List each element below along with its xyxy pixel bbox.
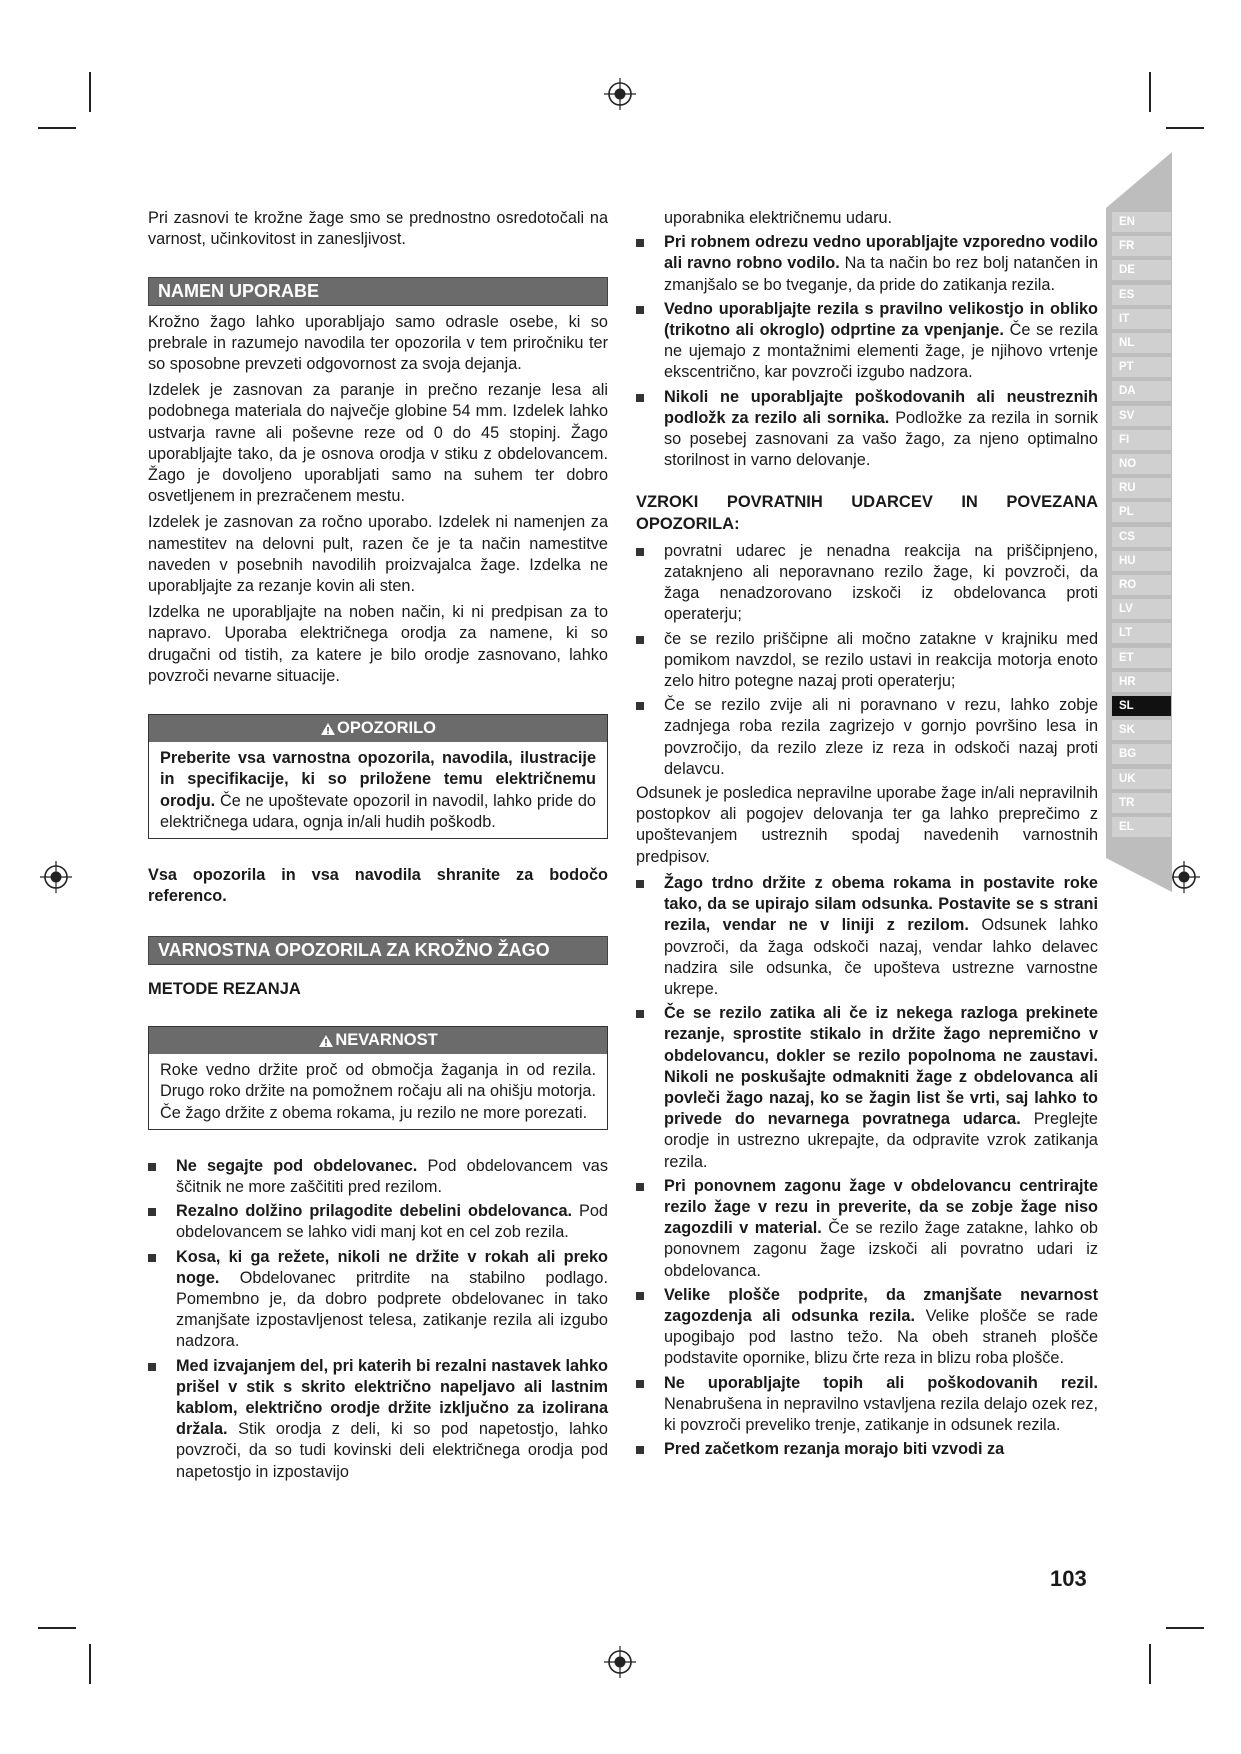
list-item	[636, 232, 1098, 296]
list-item-bold: Vedno uporabljajte rezila s pravilno velikostjo in obliko (trikotno ali okroglo) odprtine za vpenjanje.	[664, 299, 1098, 340]
bullet-square-icon	[636, 1446, 644, 1454]
page-number: 103	[1050, 1566, 1087, 1591]
bullet-square-icon	[636, 239, 644, 247]
list-item-text: Odsunek lahko povzroči, da žaga odskoči nazaj, vendar lahko delavec nadzira sile odsunka, če upošteva ustrezne varnostne ukrepe.	[664, 916, 1098, 998]
list-item-text: Če se rezilo zvije ali ni poravnano v rezu, lahko zobje zadnjega roba rezila zagrizejo v gornjo površino lesa in povzročijo, da rezilo zleze iz reza in odskoči nazaj proti delavcu.	[664, 696, 1098, 778]
list-item-bold: Pri ponovnem zagonu žage v obdelovancu centrirajte rezilo žage v rezu in preverite, da se zobje žage niso zagozdili v material.	[664, 1176, 1098, 1238]
warning-box-header	[149, 715, 607, 742]
list-item	[636, 695, 1098, 780]
list-item-text: če se rezilo priščipne ali močno zatakne v krajniku med pomikom navzdol, se rezilo ustavi in reakcija motorja enoto zelo hitro potegne nazaj proti operaterju;	[664, 629, 1098, 691]
namen-paragraph: Krožno žago lahko uporabljajo samo odrasle osebe, ki so prebrale in razumejo navodila ter opozorila v tem priročniku ter so sposobne prevzeti odgovornost za svoja dejanja.	[148, 312, 608, 374]
list-item	[636, 629, 1098, 693]
list-item-text: Obdelovanec pritrdite na stabilno podlago. Pomembno je, da dobro podprete obdelovanec in tako zmanjšate izpostavljenost telesa, zatikanje rezila ali izgubo nadzora.	[176, 1268, 608, 1351]
crop-mark	[38, 1627, 76, 1629]
language-tab-tr: TR	[1112, 793, 1171, 813]
bullet-square-icon	[636, 1380, 644, 1388]
language-tab-pt: PT	[1112, 357, 1171, 377]
crop-mark	[1166, 127, 1204, 129]
danger-box-header	[149, 1027, 607, 1054]
namen-paragraph: Izdelka ne uporabljajte na noben način, ki ni predpisan za to napravo. Uporaba električnega orodja za namene, ki so drugačni od tistih, za katere je bilo orodje zasnovano, lahko povzroči nevarne situacije.	[148, 603, 608, 685]
language-tab-ru: RU	[1112, 478, 1171, 498]
odsunek-text: Odsunek je posledica nepravilne uporabe žage in/ali nepravilnih postopkov ali pogojev delovanja ter ga lahko preprečimo z upoštevanjem ustreznih spodaj navedenih varnostnih predpisov.	[636, 784, 1098, 866]
left-column	[148, 208, 608, 1486]
language-tab-el: EL	[1112, 817, 1171, 837]
danger-text: Roke vedno držite proč od območja žaganja in od rezila. Drugo roko držite na pomožnem ročaju ali na ohišju motorja. Če žago držite z obema rokama, ju rezilo ne more porezati.	[160, 1061, 596, 1122]
list-item	[636, 873, 1098, 1000]
danger-box-body	[149, 1054, 607, 1129]
list-item-text: Če se rezilo žage zatakne, lahko ob ponovnem zagonu žage izskoči ali povratno udari iz obdelovanca.	[664, 1219, 1098, 1280]
language-tab-sl: SL	[1112, 696, 1171, 716]
warning-title: OPOZORILO	[337, 719, 436, 738]
language-tab-de: DE	[1112, 260, 1171, 280]
language-tab-et: ET	[1112, 648, 1171, 668]
bullet-square-icon	[148, 1254, 156, 1262]
list-item-text: Podložke za rezila in sornik so posebej zasnovani za vašo žago, za njeno optimalno storilnost in varno delovanje.	[664, 408, 1098, 470]
list-item-bold: Če se rezilo zatika ali če iz nekega razloga prekinete rezanje, sprostite stikalo in držite žago nepremično v obdelovancu, dokler se rezilo popolnoma ne zaustavi. Nikoli ne poskušajte odmakniti žage z obdelovanca ali povleči žago nazaj, ko se žagin list še vrti, saj lahko to privede do nevarnega povratnega udarca.	[664, 1004, 1098, 1129]
list-item	[636, 1003, 1098, 1173]
left-bullet-list	[148, 1156, 608, 1483]
danger-box	[148, 1026, 608, 1130]
section-title-vzroki: VZROKI POVRATNIH UDARCEV IN POVEZANA OPOZORILA:	[636, 493, 1098, 533]
list-item-bold: Žago trdno držite z obema rokama in postavite roke tako, da se upirajo silam odsunka. Postavite se s strani rezila, vendar ne v liniji z rezilom.	[664, 873, 1098, 935]
list-item-bold: Pri robnem odrezu vedno uporabljajte vzporedno vodilo ali ravno robno vodilo.	[664, 233, 1098, 273]
bullet-square-icon	[636, 548, 644, 556]
right-column	[636, 208, 1098, 1463]
registration-mark-icon	[604, 78, 636, 110]
list-item-bold: Med izvajanjem del, pri katerih bi rezalni nastavek lahko prišel v stik s skrito električno napeljavo ali lastnim kablom, električno orodje držite izključno za izolirana držala.	[176, 1356, 608, 1439]
right-bullet-list	[636, 232, 1098, 471]
list-item-bold: Kosa, ki ga režete, nikoli ne držite v rokah ali preko noge.	[176, 1247, 608, 1287]
language-tab-es: ES	[1112, 285, 1171, 305]
crop-mark	[89, 1644, 91, 1684]
list-item	[148, 1247, 608, 1353]
warning-bold-text: Preberite vsa varnostna opozorila, navodila, ilustracije in specifikacije, ki so priložene temu električnemu orodju.	[160, 749, 596, 810]
list-item-text: Pod obdelovancem se lahko vidi manj kot en cel zob rezila.	[176, 1202, 608, 1242]
language-tab-pl: PL	[1112, 502, 1171, 522]
warning-box-body	[149, 742, 607, 838]
language-tabs	[1106, 152, 1172, 892]
language-tab-fi: FI	[1112, 430, 1171, 450]
list-item	[148, 1201, 608, 1243]
list-item-text: Preglejte orodje in ustrezno ukrepajte, da odpravite vzrok zatikanja rezila.	[664, 1110, 1098, 1171]
list-item	[148, 1356, 608, 1483]
warning-box	[148, 714, 608, 839]
list-item	[636, 387, 1098, 472]
list-item	[636, 541, 1098, 626]
bullet-square-icon	[636, 394, 644, 402]
language-tab-cs: CS	[1112, 527, 1171, 547]
language-tab-sk: SK	[1112, 720, 1171, 740]
danger-icon	[318, 1034, 334, 1048]
warning-icon	[320, 722, 336, 736]
language-tab-lt: LT	[1112, 623, 1171, 643]
subtitle-metode: METODE REZANJA	[148, 979, 301, 998]
language-tab-fr: FR	[1112, 236, 1171, 256]
bullet-square-icon	[148, 1363, 156, 1371]
section-title-namen: NAMEN UPORABE	[148, 277, 608, 305]
language-tab-uk: UK	[1112, 769, 1171, 789]
language-tab-nl: NL	[1112, 333, 1171, 353]
list-item-text: Če se rezila ne ujemajo z montažnimi elementi žage, je njihovo vrtenje ekscentrično, kar povzroči izgubo nadzora.	[664, 321, 1098, 382]
list-item	[636, 1439, 1098, 1460]
crop-mark	[1166, 1627, 1204, 1629]
bullet-square-icon	[636, 636, 644, 644]
list-item-bold: Rezalno dolžino prilagodite debelini obdelovanca.	[176, 1202, 573, 1221]
list-item-text: povratni udarec je nenadna reakcija na priščipnjeno, zataknjeno ali neporavnano rezilo žage, ki povzroči, da žaga nenadzorovano izskoči iz obdelovanca proti operaterju;	[664, 541, 1098, 624]
kickback-bullet-list	[636, 541, 1098, 780]
save-instructions-text: Vsa opozorila in vsa navodila shranite za bodočo referenco.	[148, 866, 608, 906]
namen-paragraph: Izdelek je zasnovan za paranje in prečno rezanje lesa ali podobnega materiala do največje globine 54 mm. Izdelek lahko ustvarja ravne ali poševne reze od 0 do 45 stopinj. Žago uporabljajte tako, da je osnova orodja v stiku z obdelovancem. Žago je dovoljeno uporabljati samo na suhem ter dobro osvetljenem in prezračenem mestu.	[148, 381, 608, 506]
language-tab-da: DA	[1112, 381, 1171, 401]
namen-paragraph: Izdelek je zasnovan za ročno uporabo. Izdelek ni namenjen za namestitev na delovni pult, razen če je ta način namestitve naveden v posebnih navodilih proizvajalca žage. Izdelka ne uporabljajte za rezanje kovin ali sten.	[148, 513, 608, 596]
list-item-text: Stik orodja z deli, ki so pod napetostjo, lahko povzroči, da so tudi kovinski deli električnega orodja pod napetostjo in izpostavijo	[176, 1420, 608, 1481]
list-item-bold: Velike plošče podprite, da zmanjšate nevarnost zagozdenja ali odsunka rezila.	[664, 1285, 1098, 1325]
crop-mark	[1149, 72, 1151, 112]
language-tab-hr: HR	[1112, 672, 1171, 692]
crop-mark	[89, 72, 91, 112]
bullet-square-icon	[636, 1010, 644, 1018]
bullet-square-icon	[148, 1208, 156, 1216]
bullet-square-icon	[636, 702, 644, 710]
registration-mark-icon	[40, 861, 72, 893]
list-item	[636, 1176, 1098, 1282]
crop-mark	[38, 127, 76, 129]
language-tab-it: IT	[1112, 309, 1171, 329]
language-tab-lv: LV	[1112, 599, 1171, 619]
bullet-square-icon	[636, 880, 644, 888]
list-item	[636, 299, 1098, 384]
intro-text: Pri zasnovi te krožne žage smo se prednostno osredotočali na varnost, učinkovitost in zanesljivost.	[148, 209, 608, 249]
list-item-text: Nenabrušena in nepravilno vstavljena rezila delajo ozek rez, ki povzroči preveliko trenje, zatikanje in odsunek rezila.	[664, 1394, 1098, 1434]
list-item-text: Na ta način bo rez bolj natančen in zmanjšalo se bo tveganje, da pride do zatikanja rezila.	[664, 254, 1098, 294]
registration-mark-icon	[1168, 861, 1200, 893]
list-item-bold: Ne uporabljajte topih ali poškodovanih rezil.	[664, 1373, 1098, 1392]
list-item-text: Pod obdelovancem vas ščitnik ne more zaščititi pred rezilom.	[176, 1156, 608, 1196]
warning-text: Če ne upoštevate opozoril in navodil, lahko pride do električnega udara, ognja in/ali hudih poškodb.	[160, 791, 596, 831]
bullet-square-icon	[636, 1292, 644, 1300]
language-tab-ro: RO	[1112, 575, 1171, 595]
list-item-bold: Ne segajte pod obdelovanec.	[176, 1156, 418, 1175]
list-item-bold: Pred začetkom rezanja morajo biti vzvodi za	[664, 1440, 1005, 1459]
registration-mark-icon	[604, 1646, 636, 1678]
list-item	[148, 1156, 608, 1198]
language-tab-bg: BG	[1112, 744, 1171, 764]
language-tab-sv: SV	[1112, 406, 1171, 426]
section-title-varnostna: VARNOSTNA OPOZORILA ZA KROŽNO ŽAGO	[148, 936, 608, 964]
list-item	[636, 1285, 1098, 1370]
crop-mark	[1149, 1644, 1151, 1684]
list-item-text: Velike plošče se rade upogibajo pod lastno težo. Na obeh straneh plošče podstavite opornike, blizu črte reza in blizu roba plošče.	[664, 1306, 1099, 1368]
bullet-square-icon	[636, 1183, 644, 1191]
bullet-square-icon	[636, 306, 644, 314]
danger-title: NEVARNOST	[335, 1030, 438, 1049]
list-item-bold: Nikoli ne uporabljajte poškodovanih ali neustreznih podložk za rezilo ali sornika.	[664, 387, 1098, 427]
list-item	[636, 1373, 1098, 1437]
language-tab-no: NO	[1112, 454, 1171, 474]
language-tab-hu: HU	[1112, 551, 1171, 571]
language-tab-en: EN	[1112, 212, 1171, 232]
bullet-square-icon	[148, 1163, 156, 1171]
continued-text: uporabnika električnemu udaru.	[664, 209, 893, 227]
safety-bullet-list	[636, 873, 1098, 1460]
